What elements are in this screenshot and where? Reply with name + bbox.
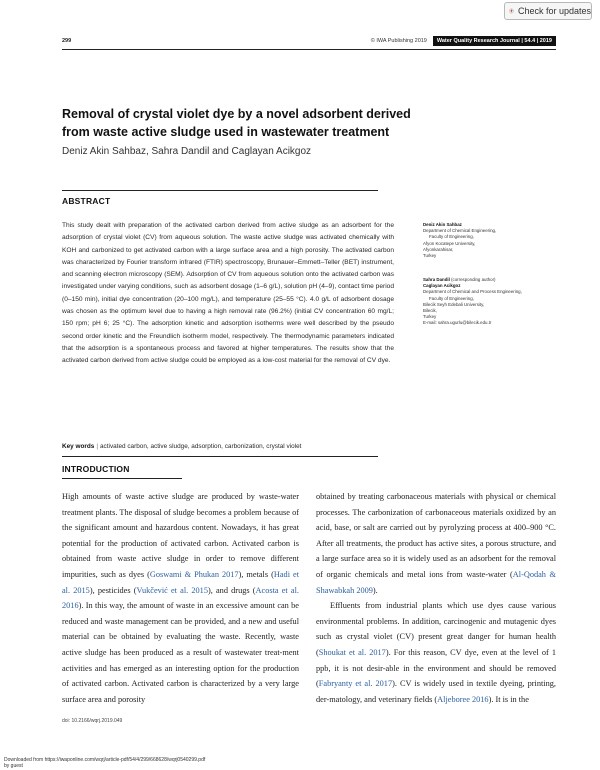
affiliation-author-name: Deniz Akin Sahbaz [423, 222, 462, 227]
affiliation-line: Turkey [423, 253, 437, 259]
check-for-updates-button[interactable] [504, 2, 592, 20]
corresponding-note: (corresponding author) [451, 277, 496, 282]
affiliation-author-name: Sahra Dandil [423, 277, 450, 282]
affiliation-line: Bilecik Seyh Edebali University, [423, 301, 485, 307]
journal-volume: 54.4 [524, 38, 536, 44]
running-header [62, 36, 556, 48]
affiliation-block-2 [423, 277, 563, 327]
affiliation-block-1 [423, 222, 563, 259]
introduction-rule [62, 478, 182, 479]
citation-link[interactable]: Vukčević et al. 2015 [136, 585, 208, 595]
author-list: Deniz Akin Sahbaz, Sahra Dandil and Caglayan Acikgoz [62, 146, 312, 157]
journal-year: 2019 [539, 38, 552, 44]
keywords-label: Key words [62, 443, 95, 450]
affiliation-author-name: Caglayan Acikgoz [423, 283, 461, 289]
citation-link[interactable]: Acosta et al. 2016 [62, 585, 299, 611]
doi-link[interactable]: doi: 10.2166/wqrj.2019.049 [62, 718, 123, 724]
check-for-updates-label: Check for updates [517, 6, 591, 16]
download-url[interactable]: Downloaded from https://iwaponline.com/wqrj/article-pdf/54/4/299/668628/wqrj0540299.pdf [4, 757, 206, 763]
abstract-heading: ABSTRACT [62, 196, 111, 206]
citation-link[interactable]: Al-Qodah & Shawabkah 2009 [316, 569, 556, 595]
intro-paragraph: Effluents from industrial plants which use dyes cause various environmental problems. In addition, carcinogenic and mutagenic dyes such as crystal violet (CV) present great danger for human health (Shoukat et al. 2017). For this reason, CV dye, even at the level of 1 ppb, it is not desir-able in the environment and should be removed (Fabryanty et al. 2017). CV is widely used in textile dyeing, printing, der-matology, and veterinary fields (Aljeboree 2016). It is in the [316, 601, 557, 704]
header-rule [62, 49, 556, 50]
title-line-2: from waste active sludge used in wastewater treatment [62, 125, 390, 139]
affiliation-line: Faculty of Engineering, [429, 295, 474, 301]
keywords-list: activated carbon, active sludge, adsorption, carbonization, crystal violet [100, 443, 302, 450]
corresponding-email: E-mail: sahra.ugurlu@bilecik.edu.tr [423, 320, 492, 326]
page-number: 299 [62, 38, 72, 44]
citation-link[interactable]: Aljeboree 2016 [437, 694, 489, 704]
publisher-notice: © IWA Publishing 2019 [370, 38, 427, 44]
citation-link[interactable]: Fabryanty et al. 2017 [318, 679, 393, 689]
download-by: by guest [4, 763, 23, 769]
intro-paragraph: obtained by treating carbonaceous materials with physical or chemical processes. The carbonization of carbonaceous materials oxidized by an acid, base, or salt are carried out by pyrolyzing process at 400–900 °C. After all treatments, the product has active sites, a porous structure, and a large surface area so it is widely used as an adsorbent for the removal of organic chemicals and metal ions from waste-water (Al-Qodah & Shawabkah 2009). [316, 492, 556, 595]
intro-column-left [62, 489, 299, 707]
abstract-body: This study dealt with preparation of the activated carbon derived from active sludge as an adsorbent for the adsorption of crystal violet (CV) from aqueous solution. The waste active sludge was activated chemically with KOH and carbonized to get activated carbon with a large surface area and a high porosity. The activated carbon was characterized by Fourier transform infrared (FTIR) spectroscopy, Brunauer–Emmett–Teller (BET) instrument, and scanning electron microscopy (SEM). Adsorption of CV from aqueous solution onto the activated carbon was investigated under varying conditions, such as adsorbent dosage (1–6 g/L), solution pH (4–9), contact time period (0–150 min), initial dye concentration (20–100 mg/L), and temperature (25–55 °C). 4.0 g/L of adsorbent dosage was chosen as the optimum level due to having a high removal rate (96.2%) (initial CV concentration 60 mg/L; 150 rpm; pH 6; 25 °C). The adsorption kinetic and adsorption isotherms were well described by the pseudo second order kinetic and the Freundlich isotherm model, respectively. The thermodynamic parameters indicated that the adsorption is a spontaneous process and favored at higher temperatures. The results show that the activated carbon derived from active sludge could be employed as a low-cost material for the removal of CV dye. [62, 222, 394, 365]
affiliation-line: Department of Chemical and Process Engineering, [423, 289, 522, 295]
update-badge-icon [509, 5, 514, 17]
abstract-top-rule [62, 190, 378, 191]
introduction-heading: INTRODUCTION [62, 464, 130, 474]
keywords-line: Key words | activated carbon, active sludge, adsorption, carbonization, crystal violet [62, 443, 302, 450]
article-title [62, 105, 502, 141]
citation-link[interactable]: Hadi et al. 2015 [62, 569, 299, 595]
affiliation-line: Faculty of Engineering, [429, 234, 474, 240]
abstract-bottom-rule [62, 456, 378, 457]
affiliation-line: Afyon Kocatepe University, [423, 240, 476, 246]
title-line-1: Removal of crystal violet dye by a novel adsorbent derived [62, 107, 411, 121]
affiliation-line: Department of Chemical Engineering, [423, 228, 497, 234]
citation-link[interactable]: Shoukat et al. 2017 [318, 647, 386, 657]
journal-tag: Water Quality Research Journal | 54.4 | 2019 [433, 36, 556, 46]
intro-column-right [316, 489, 556, 707]
download-notice [4, 757, 205, 769]
intro-paragraph: High amounts of waste active sludge are produced by waste-water treatment plants. The disposal of sludge becomes a problem because of the significant amount and hazardous content. Nowadays, it has great potential for the production of activated carbon. Activated carbon is obtained from waste active sludge in order to remove different impurities, such as dyes (Goswami & Phukan 2017), metals (Hadi et al. 2015), pesticides (Vukčević et al. 2015), and drugs (Acosta et al. 2016). In this way, the amount of waste in an excessive amount can be reduced and waste management can be provided, and a new and useful material can be obtained by evaluating the waste. Recently, waste active sludge has been produced as a result of wastewater treat-ment activities and has emerged as an interesting option for the production of activated carbon. Activated carbon is characterized by a very large surface area and porosity [62, 492, 299, 704]
affiliation-line: Afyonkarahisar, [423, 246, 454, 252]
affiliation-line: Turkey [423, 314, 437, 320]
affiliation-line: Bilecik, [423, 308, 437, 314]
journal-name: Water Quality Research Journal [436, 38, 520, 44]
citation-link[interactable]: Goswami & Phukan 2017 [149, 569, 239, 579]
